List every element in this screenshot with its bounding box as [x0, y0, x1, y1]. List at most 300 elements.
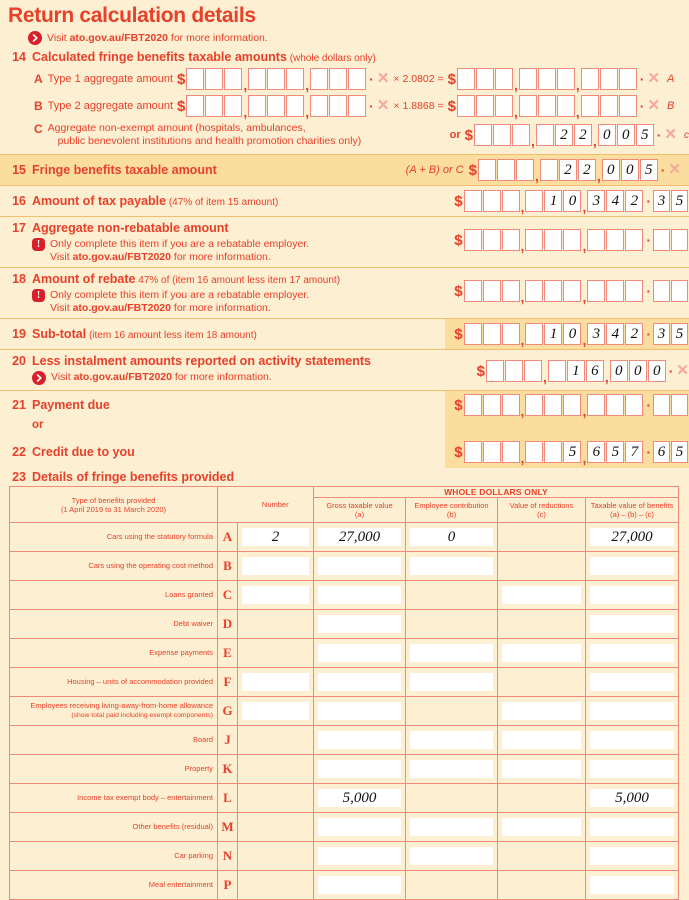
- cents-box[interactable]: [653, 394, 670, 416]
- digit-box[interactable]: [502, 280, 520, 302]
- digit-box[interactable]: [587, 229, 605, 251]
- digit-box[interactable]: [516, 159, 534, 181]
- number-cell: [238, 784, 314, 813]
- digit-box[interactable]: [286, 95, 304, 117]
- no-cents-x-icon: ✕: [664, 126, 677, 143]
- digit-box[interactable]: 0: [563, 190, 581, 212]
- item-22-number: 22: [12, 445, 26, 459]
- dollar-sign: $: [447, 97, 456, 115]
- item-17-note: ! Only complete this item if you are a rebatable employer. Visit ato.gov.au/FBT2020 for more information.: [32, 238, 309, 263]
- reductions-cell[interactable]: [498, 697, 586, 726]
- digit-box[interactable]: [502, 323, 520, 345]
- digit-box[interactable]: 0: [563, 323, 581, 345]
- digit-box[interactable]: [186, 95, 204, 117]
- visit-text: Visit ato.gov.au/FBT2020 for more information.: [47, 32, 268, 44]
- digit-box[interactable]: [544, 229, 562, 251]
- taxable-value-cell[interactable]: [586, 697, 679, 726]
- digit-box[interactable]: [544, 441, 562, 463]
- cell-input[interactable]: [590, 702, 674, 720]
- digit-box[interactable]: [548, 360, 566, 382]
- digit-box[interactable]: [606, 229, 624, 251]
- chevron-right-icon: [28, 31, 42, 45]
- contribution-cell[interactable]: [406, 668, 498, 697]
- cell-input[interactable]: [590, 586, 674, 604]
- cell-input[interactable]: 27,000: [318, 528, 401, 546]
- contribution-cell[interactable]: [406, 726, 498, 755]
- digit-box[interactable]: 2: [625, 323, 643, 345]
- digit-box[interactable]: 5: [636, 124, 654, 146]
- ato-link[interactable]: ato.gov.au/FBT2020: [73, 371, 172, 383]
- row-b-label: Type 2 aggregate amount: [47, 100, 174, 112]
- digit-box[interactable]: [502, 394, 520, 416]
- item-18-money[interactable]: [454, 280, 689, 305]
- taxable-value-cell[interactable]: [586, 523, 679, 552]
- cell-input[interactable]: 2: [242, 528, 309, 546]
- cell-input[interactable]: [410, 731, 493, 749]
- digit-box[interactable]: [348, 95, 366, 117]
- comma: ,: [520, 450, 525, 466]
- table-row: [10, 610, 679, 639]
- dollar-sign: $: [177, 97, 186, 115]
- digit-box[interactable]: [248, 95, 266, 117]
- digit-box[interactable]: [538, 95, 556, 117]
- digit-box[interactable]: 0: [621, 159, 639, 181]
- taxable-value-cell[interactable]: [586, 552, 679, 581]
- digit-box[interactable]: [248, 68, 266, 90]
- cell-input[interactable]: 5,000: [590, 789, 674, 807]
- number-cell[interactable]: [238, 668, 314, 697]
- contribution-cell[interactable]: [406, 552, 498, 581]
- digit-box[interactable]: [625, 394, 643, 416]
- number-cell[interactable]: [238, 697, 314, 726]
- digit-box[interactable]: [267, 95, 285, 117]
- cents-box[interactable]: [653, 229, 670, 251]
- row-letter-cell: A: [218, 523, 238, 552]
- item-14-row-b: [34, 95, 689, 120]
- gross-cell[interactable]: [314, 639, 406, 668]
- digit-box[interactable]: [519, 95, 537, 117]
- row-c-money[interactable]: [464, 124, 677, 149]
- digit-box[interactable]: [606, 280, 624, 302]
- item-19-number: 19: [12, 327, 26, 341]
- cell-input[interactable]: 5,000: [318, 789, 401, 807]
- cell-input[interactable]: [318, 673, 401, 691]
- row-letter-cell: L: [218, 784, 238, 813]
- digit-box[interactable]: 2: [578, 159, 596, 181]
- cell-input[interactable]: [242, 586, 309, 604]
- digit-box[interactable]: 0: [617, 124, 635, 146]
- cents-box[interactable]: [653, 280, 670, 302]
- cell-input[interactable]: [318, 731, 401, 749]
- digit-box[interactable]: [557, 68, 575, 90]
- cents-box[interactable]: 3: [653, 190, 670, 212]
- digit-box[interactable]: [581, 68, 599, 90]
- cell-input[interactable]: [318, 876, 401, 894]
- contribution-cell[interactable]: [406, 842, 498, 871]
- contribution-cell[interactable]: [406, 639, 498, 668]
- digit-box[interactable]: [483, 323, 501, 345]
- digit-box[interactable]: [464, 394, 482, 416]
- item-19-money[interactable]: [454, 323, 689, 348]
- cents-box[interactable]: 5: [671, 323, 688, 345]
- digit-box[interactable]: [538, 68, 556, 90]
- item-21-money[interactable]: [454, 394, 689, 419]
- digit-box[interactable]: [525, 229, 543, 251]
- taxable-value-cell[interactable]: [586, 610, 679, 639]
- digit-box[interactable]: [512, 124, 530, 146]
- gross-cell[interactable]: [314, 784, 406, 813]
- cell-input[interactable]: [590, 557, 674, 575]
- digit-box[interactable]: [483, 280, 501, 302]
- cents-box[interactable]: [671, 280, 688, 302]
- row-label-cell: Other benefits (residual): [10, 813, 218, 842]
- decimal-dot: ·: [369, 98, 374, 114]
- digit-box[interactable]: 5: [563, 441, 581, 463]
- digit-box[interactable]: [505, 360, 523, 382]
- gross-cell[interactable]: [314, 610, 406, 639]
- digit-box[interactable]: [544, 280, 562, 302]
- taxable-value-cell[interactable]: [586, 581, 679, 610]
- item-20-label: Less instalment amounts reported on activity statements: [32, 354, 371, 368]
- digit-box[interactable]: [524, 360, 542, 382]
- cell-input[interactable]: [242, 702, 309, 720]
- comma: ,: [243, 104, 248, 120]
- decimal-dot: ·: [646, 326, 651, 342]
- cents-box[interactable]: 5: [671, 190, 688, 212]
- item-15: [0, 155, 689, 185]
- digit-box[interactable]: [536, 124, 554, 146]
- digit-box[interactable]: 1: [544, 190, 562, 212]
- contribution-cell[interactable]: [406, 813, 498, 842]
- dollar-sign: $: [454, 396, 463, 414]
- digit-box[interactable]: 4: [606, 323, 624, 345]
- digit-box[interactable]: [587, 394, 605, 416]
- cell-input[interactable]: [590, 847, 674, 865]
- gross-cell[interactable]: [314, 668, 406, 697]
- item-16: [0, 186, 689, 216]
- digit-box[interactable]: [267, 68, 285, 90]
- comma: ,: [582, 450, 587, 466]
- digit-box[interactable]: [476, 68, 494, 90]
- cell-input[interactable]: [318, 644, 401, 662]
- ato-link[interactable]: ato.gov.au/FBT2020: [72, 250, 171, 263]
- cell-input[interactable]: [590, 673, 674, 691]
- cents-box[interactable]: 5: [671, 441, 688, 463]
- digit-box[interactable]: [581, 95, 599, 117]
- item-20-money[interactable]: [476, 360, 689, 385]
- cell-input[interactable]: [410, 557, 493, 575]
- digit-box[interactable]: [310, 68, 328, 90]
- no-cents-x-icon: ✕: [647, 70, 661, 87]
- cell-input[interactable]: 27,000: [590, 528, 674, 546]
- taxable-value-cell[interactable]: [586, 871, 679, 900]
- digit-box[interactable]: [600, 95, 618, 117]
- row-b-right-money[interactable]: [447, 95, 661, 120]
- decimal-dot: ·: [646, 232, 651, 248]
- item-20-note: Visit ato.gov.au/FBT2020 for more information.: [32, 371, 371, 385]
- digit-box[interactable]: [464, 190, 482, 212]
- digit-box[interactable]: [474, 124, 492, 146]
- table-row: [10, 871, 679, 900]
- digit-box[interactable]: [497, 159, 515, 181]
- digit-box[interactable]: 2: [555, 124, 573, 146]
- digit-box[interactable]: 2: [559, 159, 577, 181]
- reductions-cell[interactable]: [498, 639, 586, 668]
- digit-box[interactable]: 3: [587, 323, 605, 345]
- item-22-money[interactable]: [454, 441, 689, 466]
- digit-box[interactable]: 2: [625, 190, 643, 212]
- digit-box[interactable]: 7: [625, 441, 643, 463]
- digit-box[interactable]: [544, 394, 562, 416]
- cents-box[interactable]: 6: [653, 441, 670, 463]
- row-b-multiplier: × 1.8868 =: [393, 100, 444, 112]
- cell-input[interactable]: [502, 760, 581, 778]
- cell-input[interactable]: [318, 615, 401, 633]
- contribution-cell[interactable]: [406, 523, 498, 552]
- digit-box[interactable]: 1: [544, 323, 562, 345]
- digit-box[interactable]: 0: [598, 124, 616, 146]
- item-23-label: Details of fringe benefits provided: [32, 470, 235, 484]
- table-row: [10, 755, 679, 784]
- number-cell[interactable]: [238, 581, 314, 610]
- taxable-value-cell[interactable]: [586, 668, 679, 697]
- digit-box[interactable]: [502, 190, 520, 212]
- cell-input[interactable]: [318, 557, 401, 575]
- no-cents-x-icon: ✕: [376, 97, 390, 114]
- digit-box[interactable]: 2: [574, 124, 592, 146]
- cell-input[interactable]: [502, 586, 581, 604]
- digit-box[interactable]: [619, 68, 637, 90]
- digit-box[interactable]: [329, 68, 347, 90]
- digit-box[interactable]: 0: [602, 159, 620, 181]
- digit-box[interactable]: [457, 68, 475, 90]
- reductions-cell[interactable]: [498, 726, 586, 755]
- taxable-value-cell[interactable]: [586, 639, 679, 668]
- digit-box[interactable]: 5: [606, 441, 624, 463]
- row-b-tag: B: [667, 100, 675, 112]
- number-cell: [238, 842, 314, 871]
- table-row: [10, 842, 679, 871]
- digit-box[interactable]: 4: [606, 190, 624, 212]
- digit-box[interactable]: [493, 124, 511, 146]
- dollar-sign: $: [454, 443, 463, 461]
- cell-input[interactable]: [590, 760, 674, 778]
- gross-cell[interactable]: [314, 581, 406, 610]
- digit-box[interactable]: [587, 280, 605, 302]
- digit-box[interactable]: 0: [648, 360, 666, 382]
- cell-input[interactable]: [502, 644, 581, 662]
- table-row: [10, 697, 679, 726]
- row-letter-cell: K: [218, 755, 238, 784]
- cell-input[interactable]: [410, 760, 493, 778]
- row-letter-cell: E: [218, 639, 238, 668]
- item-23: [0, 470, 689, 484]
- gross-cell[interactable]: [314, 726, 406, 755]
- digit-box[interactable]: [606, 394, 624, 416]
- item-17-money[interactable]: [454, 229, 689, 254]
- number-cell: [238, 755, 314, 784]
- taxable-value-cell[interactable]: [586, 842, 679, 871]
- contribution-cell: [406, 784, 498, 813]
- digit-box[interactable]: 3: [587, 190, 605, 212]
- item-17-label: Aggregate non-rebatable amount: [32, 221, 229, 235]
- digit-box[interactable]: [464, 229, 482, 251]
- cell-input[interactable]: [318, 702, 401, 720]
- digit-box[interactable]: [483, 190, 501, 212]
- taxable-value-cell[interactable]: [586, 726, 679, 755]
- row-label-cell: Cars using the operating cost method: [10, 552, 218, 581]
- cell-input[interactable]: [410, 847, 493, 865]
- row-a-left-money[interactable]: [177, 68, 390, 93]
- digit-box[interactable]: [478, 159, 496, 181]
- contribution-cell[interactable]: [406, 755, 498, 784]
- digit-box[interactable]: 5: [640, 159, 658, 181]
- cents-box[interactable]: [671, 229, 688, 251]
- comma: ,: [575, 77, 580, 93]
- digit-box[interactable]: [464, 323, 482, 345]
- visit-note-top: [0, 28, 689, 45]
- digit-box[interactable]: 6: [587, 441, 605, 463]
- number-cell[interactable]: [238, 552, 314, 581]
- digit-box[interactable]: [186, 68, 204, 90]
- digit-box[interactable]: 0: [629, 360, 647, 382]
- digit-box[interactable]: [625, 229, 643, 251]
- reductions-cell: [498, 552, 586, 581]
- digit-box[interactable]: [525, 323, 543, 345]
- cell-input[interactable]: [590, 731, 674, 749]
- digit-box[interactable]: [563, 394, 581, 416]
- digit-box[interactable]: [563, 280, 581, 302]
- digit-box[interactable]: 1: [567, 360, 585, 382]
- number-cell: [238, 610, 314, 639]
- cell-input[interactable]: [502, 702, 581, 720]
- cell-input[interactable]: [590, 644, 674, 662]
- cell-input[interactable]: [242, 673, 309, 691]
- gross-cell[interactable]: [314, 755, 406, 784]
- digit-box[interactable]: [540, 159, 558, 181]
- row-b-left-money[interactable]: [177, 95, 390, 120]
- digit-box[interactable]: 0: [610, 360, 628, 382]
- taxable-value-cell[interactable]: [586, 755, 679, 784]
- row-a-label: Type 1 aggregate amount: [47, 73, 174, 85]
- digit-box[interactable]: [224, 95, 242, 117]
- dollar-sign: $: [447, 70, 456, 88]
- gross-cell[interactable]: [314, 871, 406, 900]
- digit-box[interactable]: [502, 441, 520, 463]
- col-gross-header: Gross taxable value (a): [326, 501, 393, 519]
- digit-box[interactable]: [519, 68, 537, 90]
- gross-cell[interactable]: [314, 842, 406, 871]
- digit-box[interactable]: [525, 441, 543, 463]
- items-21-22: [0, 391, 689, 468]
- table-row: [10, 639, 679, 668]
- item-14-row-a: [34, 68, 689, 93]
- cell-input[interactable]: [590, 876, 674, 894]
- row-a-right-money[interactable]: [447, 68, 661, 93]
- gross-cell[interactable]: [314, 813, 406, 842]
- digit-box[interactable]: [525, 190, 543, 212]
- cell-input[interactable]: [410, 644, 493, 662]
- digit-box[interactable]: [464, 280, 482, 302]
- digit-box[interactable]: [224, 68, 242, 90]
- row-letter-cell: D: [218, 610, 238, 639]
- item-16-money[interactable]: [454, 190, 689, 215]
- reductions-cell[interactable]: [498, 581, 586, 610]
- reductions-cell[interactable]: [498, 813, 586, 842]
- digit-box[interactable]: [464, 441, 482, 463]
- digit-box[interactable]: [486, 360, 504, 382]
- taxable-value-cell[interactable]: [586, 784, 679, 813]
- cell-input[interactable]: [318, 847, 401, 865]
- digit-box[interactable]: [557, 95, 575, 117]
- gross-cell[interactable]: [314, 523, 406, 552]
- cell-input[interactable]: [590, 615, 674, 633]
- digit-box[interactable]: [205, 95, 223, 117]
- digit-box[interactable]: [286, 68, 304, 90]
- cell-input[interactable]: [502, 731, 581, 749]
- cell-input[interactable]: [242, 557, 309, 575]
- cell-input[interactable]: [590, 818, 674, 836]
- digit-box[interactable]: [329, 95, 347, 117]
- digit-box[interactable]: [625, 280, 643, 302]
- row-label-cell: Board: [10, 726, 218, 755]
- ato-link[interactable]: ato.gov.au/FBT2020: [72, 301, 171, 314]
- digit-box[interactable]: [205, 68, 223, 90]
- digit-box[interactable]: [483, 229, 501, 251]
- row-letter-cell: B: [218, 552, 238, 581]
- cell-input[interactable]: [410, 818, 493, 836]
- digit-box[interactable]: 6: [586, 360, 604, 382]
- digit-box[interactable]: [495, 95, 513, 117]
- digit-box[interactable]: [310, 95, 328, 117]
- cell-input[interactable]: [410, 673, 493, 691]
- number-cell[interactable]: [238, 523, 314, 552]
- item-15-money[interactable]: [468, 159, 681, 184]
- digit-box[interactable]: [483, 394, 501, 416]
- reductions-cell[interactable]: [498, 755, 586, 784]
- cents-box[interactable]: [671, 394, 688, 416]
- digit-box[interactable]: [619, 95, 637, 117]
- digit-box[interactable]: [525, 394, 543, 416]
- taxable-value-cell[interactable]: [586, 813, 679, 842]
- ato-link[interactable]: ato.gov.au/FBT2020: [69, 32, 168, 44]
- row-c-or: or: [449, 129, 461, 141]
- digit-box[interactable]: [525, 280, 543, 302]
- cell-input[interactable]: [318, 760, 401, 778]
- cell-input[interactable]: 0: [410, 528, 493, 546]
- digit-box[interactable]: [600, 68, 618, 90]
- digit-box[interactable]: [495, 68, 513, 90]
- digit-box[interactable]: [457, 95, 475, 117]
- cell-input[interactable]: [502, 818, 581, 836]
- cents-box[interactable]: 3: [653, 323, 670, 345]
- digit-box[interactable]: [502, 229, 520, 251]
- item-15-formula: (A + B) or C: [405, 164, 464, 176]
- digit-box[interactable]: [483, 441, 501, 463]
- decimal-dot: ·: [660, 162, 666, 178]
- digit-box[interactable]: [563, 229, 581, 251]
- cell-input[interactable]: [318, 818, 401, 836]
- digit-box[interactable]: [476, 95, 494, 117]
- digit-box[interactable]: [348, 68, 366, 90]
- cell-input[interactable]: [318, 586, 401, 604]
- gross-cell[interactable]: [314, 552, 406, 581]
- row-letter-cell: N: [218, 842, 238, 871]
- gross-cell[interactable]: [314, 697, 406, 726]
- row-c-label: Aggregate non-exempt amount (hospitals, ambulances, public benevolent institutions and health promotion charities only): [47, 122, 362, 147]
- number-cell: [238, 871, 314, 900]
- item-18-note: ! Only complete this item if you are a rebatable employer. Visit ato.gov.au/FBT2020 for more information.: [32, 289, 340, 314]
